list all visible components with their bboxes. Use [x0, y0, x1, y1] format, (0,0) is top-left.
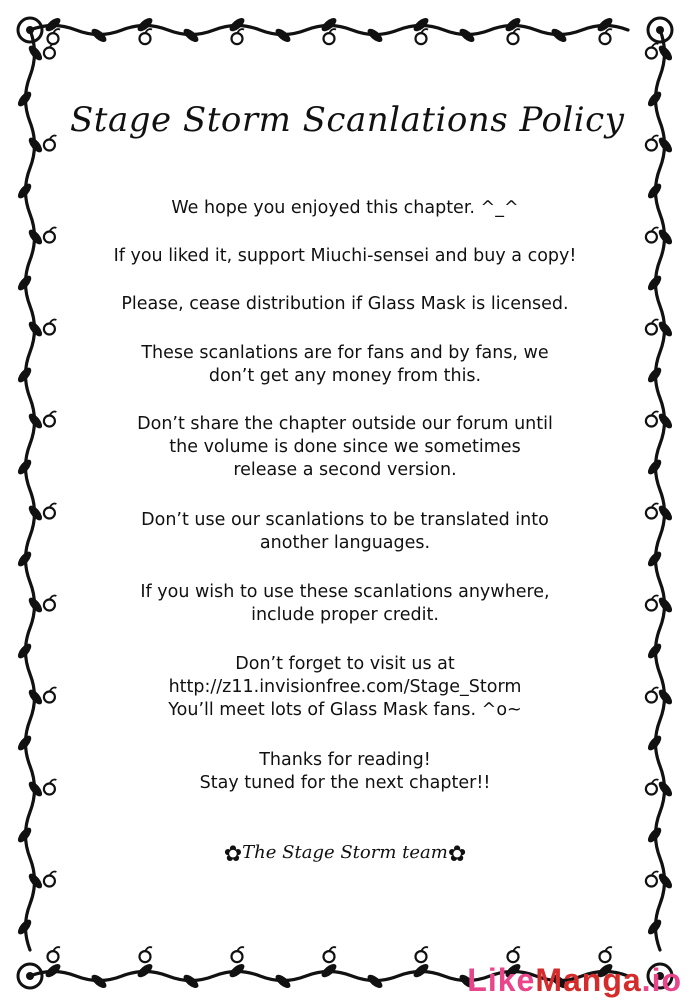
policy-paragraph-5: Don’t share the chapter outside our forum until the volume is done since we sometimes release a second version. [137, 414, 553, 480]
bud-shape [44, 416, 55, 427]
bud-shape [646, 600, 657, 611]
policy-paragraph-8: Don’t forget to visit us at http://z11.invisionfree.com/Stage_Storm You’ll meet lots of Glass Mask fans. ^o~ [168, 654, 522, 720]
bud-shape [44, 784, 55, 795]
signature-text: The Stage Storm team [242, 842, 448, 863]
bud-shape [44, 48, 55, 59]
curl-shape [651, 872, 658, 877]
page-title: Stage Storm Scanlations Policy [70, 100, 625, 140]
curl-shape [53, 947, 60, 952]
bud-shape [48, 33, 59, 44]
bud-shape [646, 48, 657, 59]
bud-shape [646, 416, 657, 427]
curl-shape [53, 29, 60, 34]
curl-shape [49, 504, 56, 509]
bud-shape [646, 692, 657, 703]
signature [70, 842, 620, 867]
flower-icon: ✿ [223, 842, 243, 867]
corner-flourish-center [656, 26, 664, 34]
watermark-part-like: Like [467, 962, 536, 998]
policy-paragraph-1: We hope you enjoyed this chapter. ^_^ [171, 198, 519, 218]
bud-shape [44, 324, 55, 335]
curl-shape [651, 136, 658, 141]
flower-icon: ✿ [447, 842, 467, 867]
bud-shape [48, 951, 59, 962]
vine-stem [26, 30, 35, 950]
policy-paragraph-4: These scanlations are for fans and by fans, we don’t get any money from this. [141, 343, 549, 386]
bud-shape [44, 692, 55, 703]
bud-shape [646, 140, 657, 151]
watermark-part-manga: Manga [535, 962, 642, 998]
curl-shape [49, 412, 56, 417]
curl-shape [651, 44, 658, 49]
curl-shape [49, 596, 56, 601]
curl-shape [651, 688, 658, 693]
policy-paragraph-9: Thanks for reading! Stay tuned for the next chapter!! [199, 750, 491, 793]
bud-shape [646, 232, 657, 243]
policy-paragraph-3: Please, cease distribution if Glass Mask is licensed. [121, 294, 569, 314]
curl-shape [651, 504, 658, 509]
bud-shape [44, 600, 55, 611]
site-watermark [467, 962, 682, 999]
policy-paragraph-7: If you wish to use these scanlations anywhere, include proper credit. [140, 582, 550, 625]
vine-stem [656, 30, 665, 950]
curl-shape [49, 320, 56, 325]
corner-flourish-center [26, 26, 34, 34]
curl-shape [651, 228, 658, 233]
curl-shape [651, 780, 658, 785]
bud-shape [44, 876, 55, 887]
bud-shape [44, 140, 55, 151]
watermark-part-domain: .io [641, 962, 682, 998]
curl-shape [651, 412, 658, 417]
bud-shape [44, 232, 55, 243]
bud-shape [646, 324, 657, 335]
bud-shape [646, 876, 657, 887]
curl-shape [651, 320, 658, 325]
bud-shape [44, 508, 55, 519]
curl-shape [49, 228, 56, 233]
curl-shape [49, 136, 56, 141]
policy-paragraph-2: If you liked it, support Miuchi-sensei and buy a copy! [113, 246, 577, 266]
policy-paragraph-6: Don’t use our scanlations to be translated into another languages. [141, 510, 549, 553]
curl-shape [49, 872, 56, 877]
curl-shape [49, 780, 56, 785]
curl-shape [49, 688, 56, 693]
policy-content [70, 0, 625, 1007]
bud-shape [646, 784, 657, 795]
bud-shape [646, 508, 657, 519]
curl-shape [651, 596, 658, 601]
corner-flourish-center [26, 972, 34, 980]
